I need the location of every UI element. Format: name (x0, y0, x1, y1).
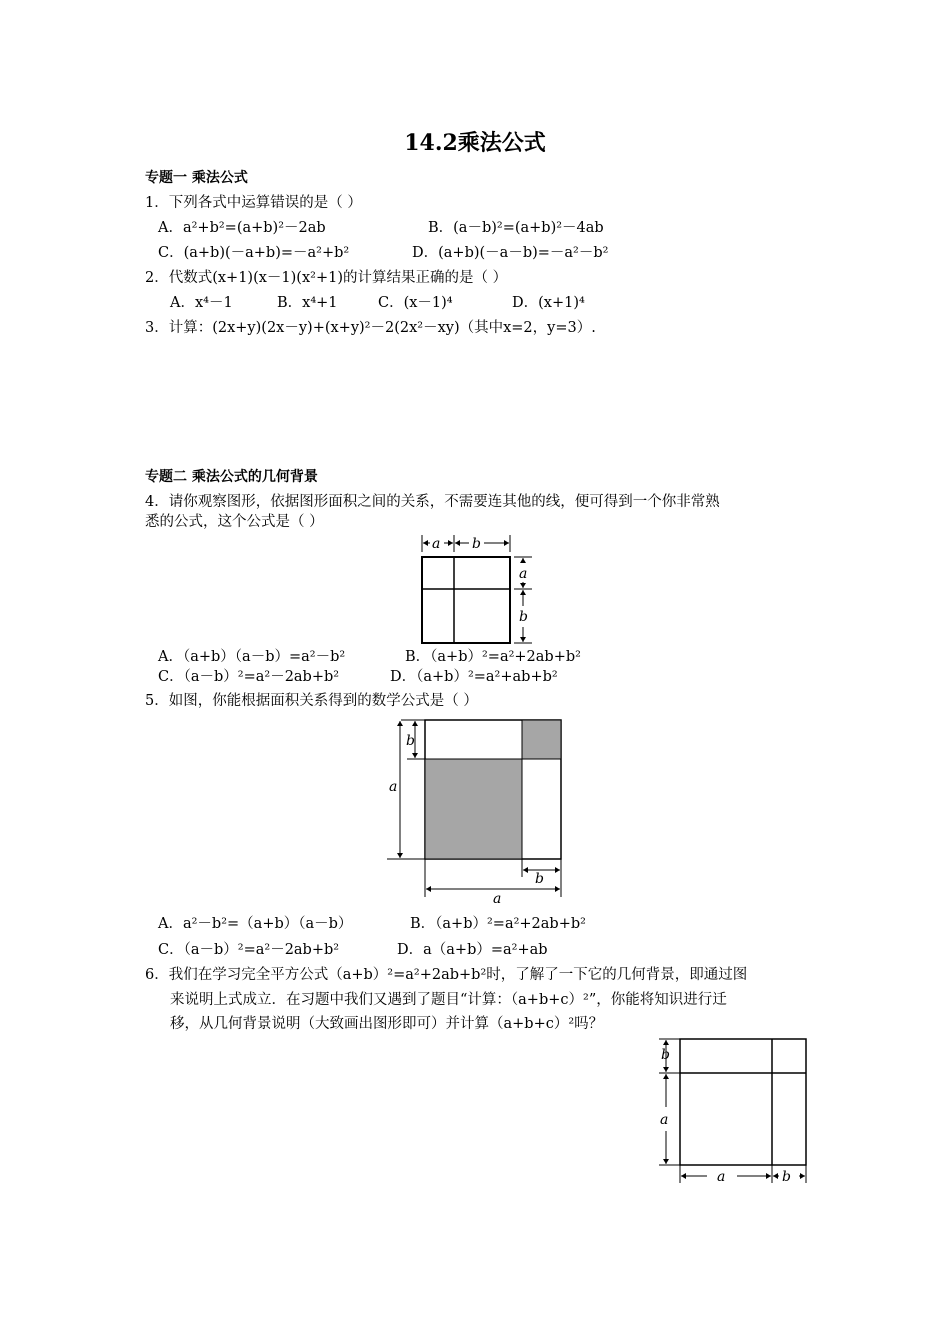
q6-label-b-bottom: b (782, 1169, 791, 1185)
q4-label-b-top: b (472, 536, 481, 552)
q1-stem: 1．下列各式中运算错误的是（ ） (145, 195, 362, 211)
q4-stem-line2: 悉的公式，这个公式是（ ） (145, 514, 324, 530)
q4-figure (410, 532, 540, 647)
q1-option-d: D．(a+b)(－a－b)=－a²－b² (412, 245, 609, 261)
page-title: 14.2乘法公式 (404, 130, 546, 156)
q2-option-c: C．(x－1)⁴ (378, 295, 453, 311)
q6-label-a-left: a (660, 1112, 669, 1128)
q5-label-a-left: a (389, 779, 398, 795)
q2-option-d: D．(x+1)⁴ (512, 295, 585, 311)
q2-stem: 2．代数式(x+1)(x－1)(x²+1)的计算结果正确的是（ ） (145, 270, 508, 286)
q5-label-a-bottom: a (493, 891, 502, 907)
q6-figure (655, 1035, 815, 1185)
q5-label-b-bottom: b (535, 871, 544, 887)
q1-option-a: A．a²+b²=(a+b)²－2ab (158, 220, 326, 236)
section-heading-2: 专题二 乘法公式的几何背景 (145, 469, 318, 485)
q5-stem: 5．如图，你能根据面积关系得到的数学公式是（ ） (145, 693, 478, 709)
q4-option-c: C．（a－b）²=a²－2ab+b² (158, 669, 340, 685)
q6-stem-line1: 6．我们在学习完全平方公式（a+b）²=a²+2ab+b²时，了解了一下它的几何背景，即通过图 (145, 967, 748, 983)
q5-option-b: B．（a+b）²=a²+2ab+b² (410, 916, 586, 932)
q2-option-b: B．x⁴+1 (277, 295, 338, 311)
q5-option-a: A．a²－b²=（a+b）（a－b） (158, 916, 353, 932)
q5-label-b-left: b (406, 733, 415, 749)
q5-figure (385, 715, 570, 905)
q3-stem: 3．计算：(2x+y)(2x－y)+(x+y)²－2(2x²－xy)（其中x=2，y=3）. (145, 320, 596, 336)
q1-option-b: B．(a－b)²=(a+b)²－4ab (428, 220, 604, 236)
q6-stem-line3: 移，从几何背景说明（大致画出图形即可）并计算（a+b+c）²吗？ (170, 1016, 604, 1032)
q6-label-a-bottom: a (717, 1169, 726, 1185)
q4-label-a-top: a (432, 536, 441, 552)
q5-option-d: D．a（a+b）=a²+ab (397, 942, 548, 958)
q5-option-c: C．（a－b）²=a²－2ab+b² (158, 942, 340, 958)
q6-label-b-left: b (661, 1047, 670, 1063)
q4-option-d: D．（a+b）²=a²+ab+b² (390, 669, 558, 685)
q4-option-a: A．（a+b）（a－b）=a²－b² (158, 649, 346, 665)
q6-stem-line2: 来说明上式成立．在习题中我们又遇到了题目“计算：（a+b+c）²”，你能将知识进行迁 (170, 992, 727, 1008)
q4-option-b: B．（a+b）²=a²+2ab+b² (405, 649, 581, 665)
q4-label-a-side: a (519, 566, 528, 582)
q4-label-b-side: b (519, 609, 528, 625)
q1-option-c: C．(a+b)(－a+b)=－a²+b² (158, 245, 350, 261)
q2-option-a: A．x⁴－1 (170, 295, 233, 311)
q4-stem-line1: 4．请你观察图形，依据图形面积之间的关系，不需要连其他的线，便可得到一个你非常熟 (145, 494, 720, 510)
section-heading-1: 专题一 乘法公式 (145, 170, 248, 186)
